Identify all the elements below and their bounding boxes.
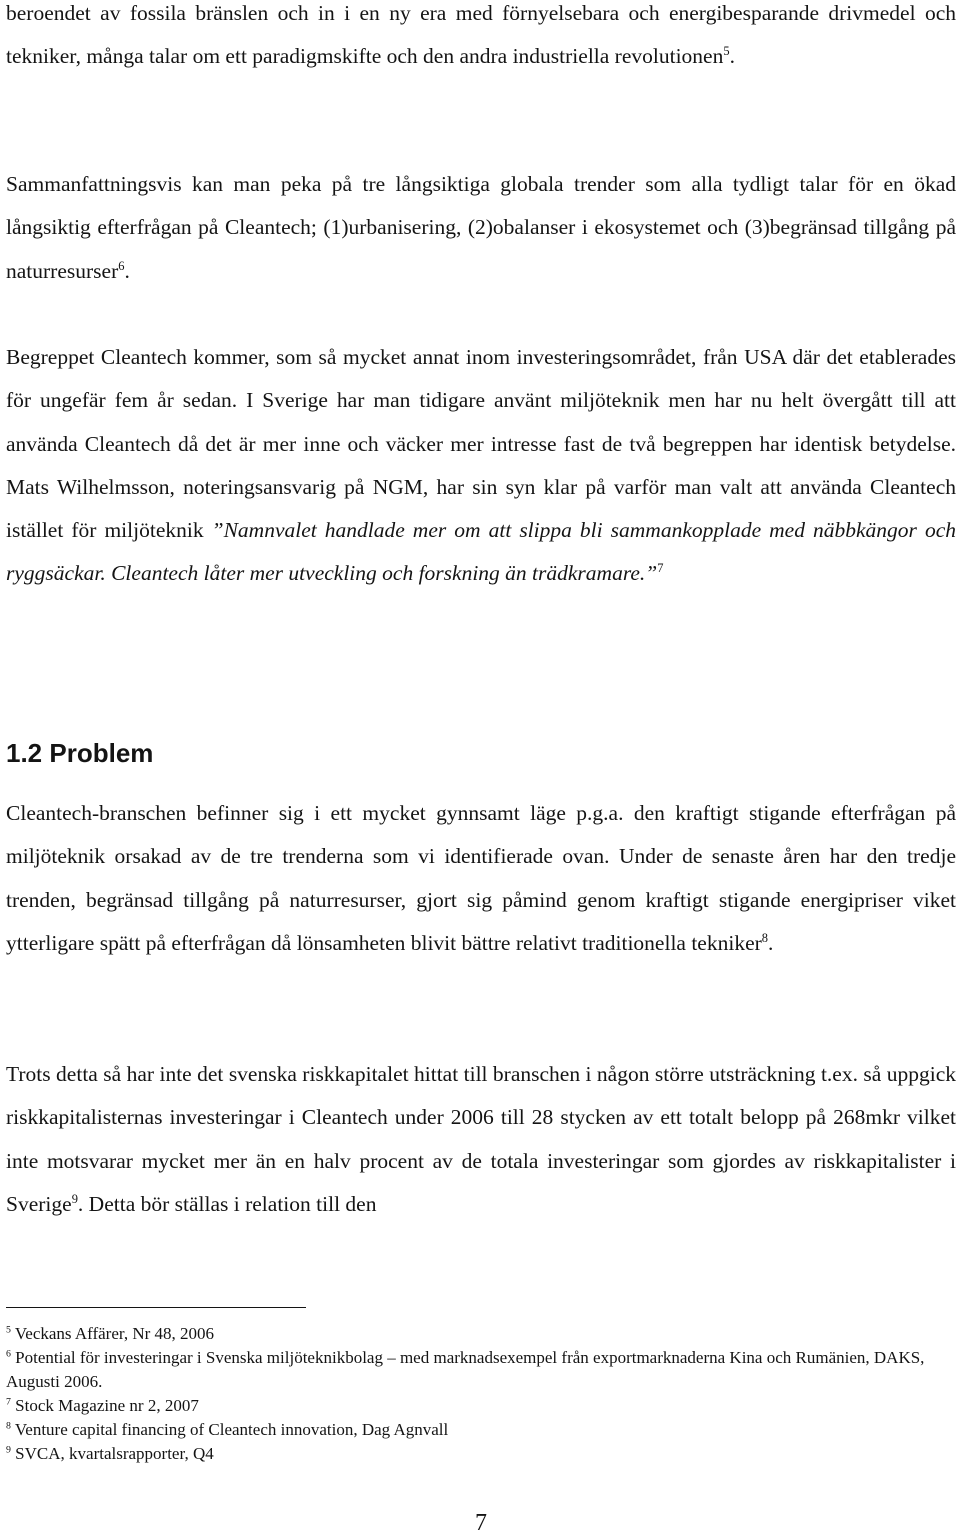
footnote-ref-7[interactable]: 7 bbox=[657, 561, 664, 576]
page-number: 7 bbox=[475, 1510, 487, 1536]
paragraph-2 bbox=[6, 163, 956, 293]
footnote-item bbox=[6, 1418, 956, 1442]
footnote-number: 9 bbox=[6, 1444, 11, 1456]
paragraph-end: . Detta bör ställas i relation till den bbox=[77, 1191, 377, 1216]
paragraph-4 bbox=[6, 792, 956, 965]
paragraph-end: . bbox=[768, 930, 774, 955]
footnote-item bbox=[6, 1442, 956, 1466]
footnote-ref-9[interactable]: 9 bbox=[71, 1191, 78, 1206]
footnote-item bbox=[6, 1322, 956, 1346]
paragraph-text: beroendet av fossila bränslen och in i en ny era med förnyelsebara och energibesparande drivmedel och tekniker, många talar om ett paradigmskifte och den andra industriella revolutionen bbox=[6, 1, 956, 69]
footnote-ref-6[interactable]: 6 bbox=[118, 258, 125, 273]
footnote-number: 7 bbox=[6, 1396, 11, 1408]
footnote-item bbox=[6, 1346, 956, 1394]
paragraph-5 bbox=[6, 1053, 956, 1226]
paragraph-text: Sammanfattningsvis kan man peka på tre långsiktiga globala trender som alla tydligt talar för en ökad långsiktig efterfrågan på Cleantech; (1)urbanisering, (2)obalanser i ekosystemet och (3)begränsad tillgång på naturresurser bbox=[6, 172, 956, 283]
footnote-ref-8[interactable]: 8 bbox=[761, 930, 769, 945]
paragraph-text: Trots detta så har inte det svenska riskkapitalet hittat till branschen i någon större utsträckning t.ex. så uppgick riskkapitalisternas investeringar i Cleantech under 2006 till 28 stycken av ett totalt belopp på 268mkr vilket inte motsvarar mycket mer än en halv procent av de totala investeringar som gjordes av riskkapitalister i Sverige bbox=[6, 1062, 956, 1216]
footnote-divider bbox=[6, 1307, 306, 1308]
footnote-number: 5 bbox=[6, 1324, 11, 1336]
footnote-text: Stock Magazine nr 2, 2007 bbox=[15, 1396, 199, 1415]
paragraph-end: . bbox=[729, 44, 735, 69]
footnote-number: 6 bbox=[6, 1348, 11, 1360]
paragraph-1 bbox=[6, 0, 956, 79]
footnotes bbox=[6, 1322, 956, 1466]
paragraph-text: Begreppet Cleantech kommer, som så mycket annat inom investeringsområdet, från USA där det etablerades för ungefär fem år sedan. I Sverige har man tidigare använt miljöteknik men har nu helt övergått till att använda Cleantech då det är mer inne och väcker mer intresse fast de två begreppen har identisk betydelse. Mats Wilhelmsson, noteringsansvarig på NGM, har sin syn klar på varför man valt att använda Cleantech istället för miljöteknik bbox=[6, 345, 956, 543]
paragraph-end: . bbox=[124, 258, 130, 283]
footnote-ref-5[interactable]: 5 bbox=[723, 44, 730, 59]
paragraph-text: Cleantech-branschen befinner sig i ett mycket gynnsamt läge p.g.a. den kraftigt stigande efterfrågan på miljöteknik orsakad av de tre trenderna som vi identifierade ovan. Under de senaste åren har den tredje trenden, begränsad tillgång på naturresurser, gjort sig påmind genom kraftigt stigande energipriser viket ytterligare spätt på efterfrågan då lönsamheten blivit bättre relativt traditionella tekniker bbox=[6, 801, 956, 955]
footnote-text: Potential för investeringar i Svenska miljöteknikbolag – med marknadsexempel från exportmarknaderna Kina och Rumänien, DAKS, Augusti 2006. bbox=[6, 1348, 925, 1391]
footnote-text: SVCA, kvartalsrapporter, Q4 bbox=[15, 1444, 214, 1463]
footnote-text: Venture capital financing of Cleantech innovation, Dag Agnvall bbox=[14, 1420, 449, 1439]
footnote-item bbox=[6, 1394, 956, 1418]
footnote-number: 8 bbox=[6, 1420, 11, 1432]
section-heading: 1.2 Problem bbox=[6, 738, 154, 768]
quote-text: ”Namnvalet handlade mer om att slippa bli sammankopplade med näbbkängor och ryggsäckar. Cleantech låter mer utveckling och forskning än trädkramare.” bbox=[6, 518, 956, 586]
paragraph-3 bbox=[6, 336, 956, 596]
footnote-text: Veckans Affärer, Nr 48, 2006 bbox=[14, 1324, 215, 1343]
